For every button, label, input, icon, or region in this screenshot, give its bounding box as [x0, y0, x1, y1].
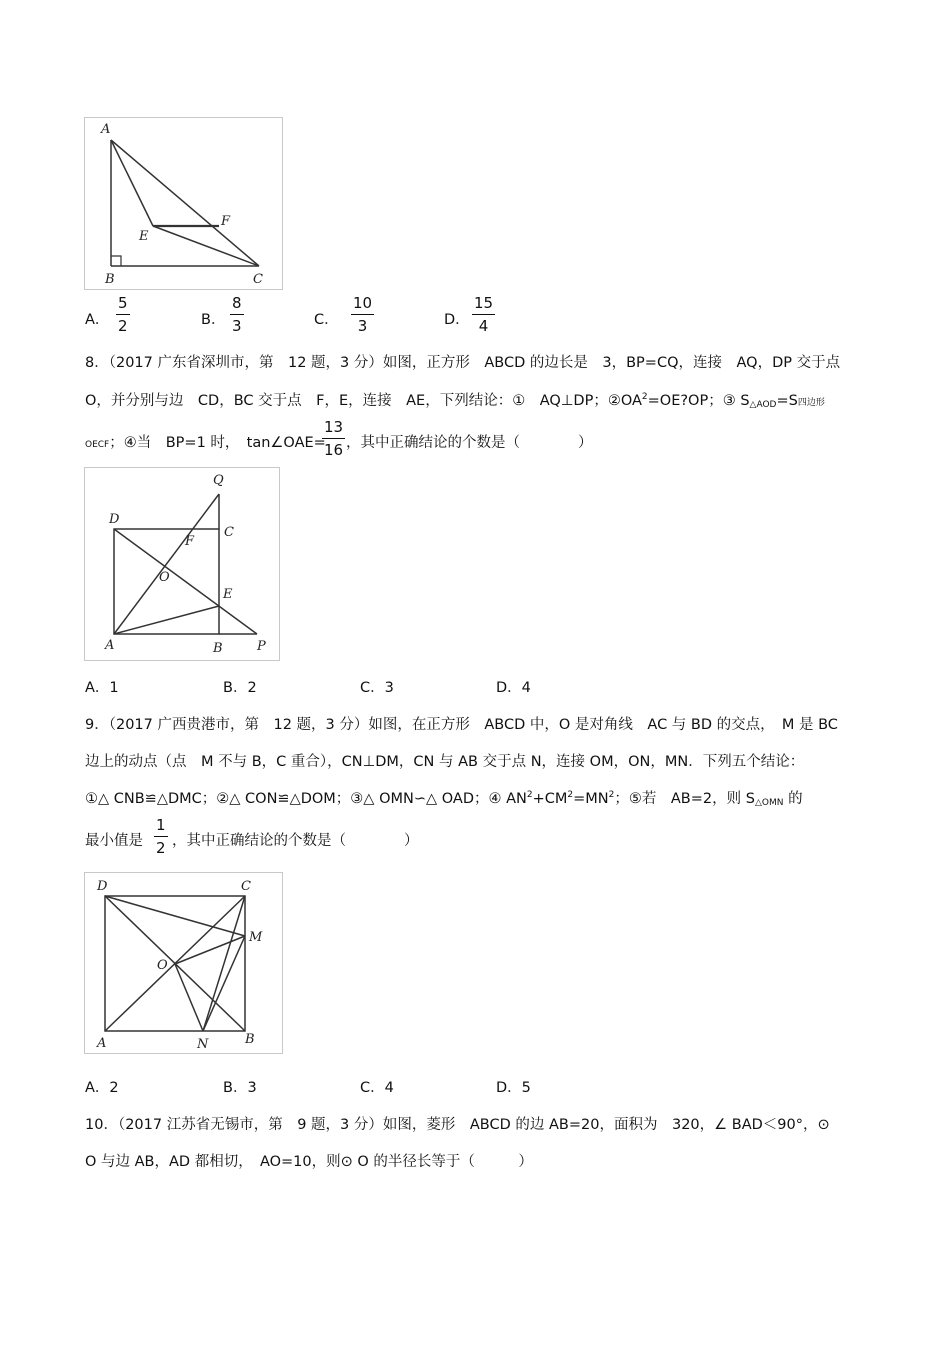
q8-label-b: B — [213, 641, 223, 656]
q7-option-c-fraction — [351, 296, 374, 334]
q7-option-d-fraction — [472, 296, 495, 334]
q9-line-3-c: =MN — [573, 791, 609, 807]
q9-line-3-e: 的 — [783, 791, 803, 807]
q7-option-a-den: 2 — [118, 317, 128, 335]
q10-line-1: 10．（2017 江苏省无锡市，第 9 题，3 分）如图，菱形 ABCD 的边 AB=20，面积为 320，∠ BAD＜90°，⊙ — [85, 1117, 830, 1133]
q9-option-b: B．3 — [223, 1080, 257, 1096]
q9-diagram — [85, 873, 282, 1053]
q9-line-3-sup1: 2 — [526, 790, 533, 800]
q7-option-b-letter: B． — [201, 312, 226, 328]
q7-option-c-den: 3 — [357, 317, 368, 335]
q7-option-d-den: 4 — [478, 317, 489, 335]
q8-option-b: B．2 — [223, 680, 257, 696]
q7-label-f: F — [221, 214, 231, 229]
q7-label-e: E — [139, 229, 149, 244]
q8-line-2-mid: =OE?OP；③ S — [647, 393, 750, 409]
q8-option-a: A．1 — [85, 680, 119, 696]
q8-label-d: D — [109, 512, 120, 527]
q9-line-3-sub: △OMN — [754, 798, 784, 808]
q8-fraction — [322, 420, 345, 458]
q9-line-1: 9．（2017 广西贵港市，第 12 题，3 分）如图，在正方形 ABCD 中，O 是对角线 AC 与 BD 的交点， M 是 BC — [85, 717, 838, 733]
q9-option-a: A．2 — [85, 1080, 119, 1096]
q9-option-d: D．5 — [496, 1080, 531, 1096]
q8-line-2-sup: 2 — [641, 392, 648, 402]
q7-option-c-num: 10 — [353, 294, 373, 312]
q9-line-3-d: ；⑤若 AB=2，则 S — [614, 791, 755, 807]
q9-line-3 — [85, 787, 803, 808]
q7-option-d-letter: D． — [444, 312, 470, 328]
q8-line-2-eq: =S — [776, 393, 798, 409]
q9-fraction-den: 2 — [156, 839, 166, 857]
q8-line-2-tail: 四边形 — [797, 398, 825, 408]
q9-label-m: M — [249, 930, 263, 945]
q8-line-2 — [85, 389, 825, 410]
q8-label-p: P — [257, 639, 266, 654]
q7-figure — [84, 117, 283, 290]
q8-fraction-den: 16 — [324, 441, 344, 459]
q7-option-d-num: 15 — [474, 294, 494, 312]
q8-diagram — [85, 468, 279, 660]
q9-label-d: D — [97, 879, 108, 894]
q9-label-o: O — [157, 958, 168, 973]
q8-line-1: 8．（2017 广东省深圳市，第 12 题，3 分）如图，正方形 ABCD 的边长是 3，BP=CQ，连接 AQ，DP 交于点 — [85, 355, 841, 371]
q7-option-a-num: 5 — [118, 294, 128, 312]
q8-line-2-sub: △AOD — [749, 400, 777, 410]
q8-label-f: F — [185, 534, 195, 549]
q9-line-4-pre: 最小值是 — [85, 833, 143, 849]
q9-label-c: C — [241, 879, 251, 894]
q8-line-3-small: OECF — [85, 440, 110, 450]
q8-fraction-num: 13 — [324, 418, 344, 436]
q8-line-2-pre: O，并分别与边 CD，BC 交于点 F，E，连接 AE，下列结论：① AQ⊥DP；②OA — [85, 393, 642, 409]
q9-label-a: A — [97, 1036, 107, 1051]
q9-fraction-num: 1 — [156, 816, 166, 834]
q7-option-b-den: 3 — [232, 317, 242, 335]
q7-option-b-num: 8 — [232, 294, 242, 312]
q7-option-b-fraction — [230, 296, 244, 334]
q9-line-4-post: ，其中正确结论的个数是（ ） — [172, 833, 419, 849]
q9-line-3-b: +CM — [532, 791, 568, 807]
q9-fraction — [154, 818, 168, 856]
q7-label-c: C — [253, 272, 263, 287]
q7-option-a-letter: A． — [85, 312, 110, 328]
q8-figure — [84, 467, 280, 661]
q8-line-3-text: ；④当 BP=1 时， tan∠OAE= — [109, 435, 326, 451]
q9-label-n: N — [197, 1037, 209, 1052]
q9-line-3-a: ①△ CNB≌△DMC；②△ CON≌△DOM；③△ OMN∽△ OAD；④ AN — [85, 791, 527, 807]
q8-line-3-pre — [85, 431, 326, 452]
q8-option-d: D．4 — [496, 680, 531, 696]
q10-line-2: O 与边 AB，AD 都相切， AO=10，则⊙ O 的半径长等于（ ） — [85, 1154, 533, 1170]
q7-label-b: B — [105, 272, 115, 287]
q9-line-3-sup3: 2 — [608, 790, 615, 800]
q8-line-3-post: ，其中正确结论的个数是（ ） — [346, 435, 593, 451]
q8-label-c: C — [224, 525, 234, 540]
q8-label-o: O — [159, 570, 170, 585]
q7-diagram — [85, 118, 282, 289]
q7-label-a: A — [101, 122, 111, 137]
q7-option-a-fraction — [116, 296, 130, 334]
q9-line-3-sup2: 2 — [567, 790, 574, 800]
q8-option-c: C．3 — [360, 680, 394, 696]
q9-option-c: C．4 — [360, 1080, 394, 1096]
q8-label-a: A — [105, 638, 115, 653]
q7-option-c-letter: C． — [314, 312, 339, 328]
q8-label-q: Q — [213, 473, 224, 488]
q9-line-2: 边上的动点（点 M 不与 B，C 重合），CN⊥DM，CN 与 AB 交于点 N，连接 OM，ON，MN．下列五个结论： — [85, 754, 805, 770]
q8-label-e: E — [223, 587, 233, 602]
q9-figure — [84, 872, 283, 1054]
q9-label-b: B — [245, 1032, 255, 1047]
